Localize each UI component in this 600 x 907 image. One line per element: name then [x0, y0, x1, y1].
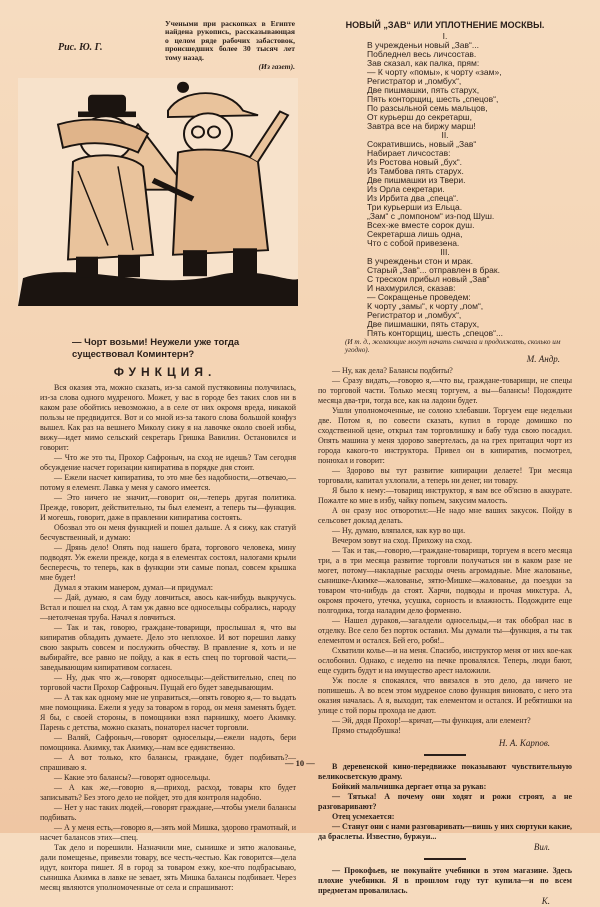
stanza-number: II. — [441, 130, 449, 140]
joke-1-author: Вил. — [533, 842, 550, 852]
story-paragraph: — Сразу видать,—говорю я,—что вы, граждане-товарищи, не спецы по торговой части. Только месяц торгуем, а вы—балансы! Подождите месяца два-три, тогда все, как на ладони будет. — [318, 376, 572, 405]
poem-line: Из Ростова новый „бух“. — [367, 157, 463, 167]
story-right-column — [318, 366, 572, 907]
poem-line: Две пишмашки из Твери. — [367, 175, 466, 185]
joke-2 — [318, 866, 572, 896]
story-paragraph: Ушли уполномоченные, не солоно хлебавши. Торгуем еще недельки две. Потом я, по совести сказать, купил в городе домишко по сходственной цене, открыл там торговлишку и бабу туда свою посадил. Опять машина у меня здорово завертелась, да на грех притащил чорт из города какого-то инструктора. Привел он в кипиратив, посмотрел, понюхал и говорит: — [318, 406, 572, 465]
poem-line: Регистратор и „помбух“, — [367, 76, 462, 86]
poem-author: М. Андр. — [526, 354, 560, 365]
story-paragraph: Я было к нему:—товарищ инструктор, я вам все об'ясню в аккурате. Пожалте ко мне в избу, чайку попьем, закусим малость. — [318, 486, 572, 505]
poem-line: — К чорту «помы», к чорту «зам», — [367, 67, 502, 77]
story-paragraph: — А у меня есть,—говорю я,—зять мой Мишка, здорово грамотный, и насчет балансов этих—спец. — [40, 823, 296, 842]
story-paragraph: — Ежели насчет кипиратива, то это мне без надобности,—отвечаю,—потому я елемент. Лавка у меня у самого имеется. — [40, 473, 296, 492]
poem-line: — Сокращенье проведем: — [367, 292, 471, 302]
poem-line: Две пишмашки, пять старух, — [367, 85, 480, 95]
story-paragraph: — Эй, дядя Прохор!—кричат,—ты функция, али елемент? — [332, 716, 531, 725]
news-note-source: (Из газет). — [258, 62, 295, 72]
joke-1-body — [318, 782, 572, 842]
story-paragraph: Так дело и порешили. Назначили мне, сынишке и зятю жалованье, дали помещенье, привезли товару, все честь-честью. Как говорится—дела идут, контора пишет. Я в город за товаром езжу, кое-что подбрасываю, сынишка Акимка в лавке не зевает, зять Мишка балансы подбивает. Через месяц являются уполномоченные от села и спрашивают: — [40, 843, 296, 892]
joke-2-text: — Прокофьев, не покупайте учебники в этом магазине. Здесь плохие учебники. Я в прошлом году тут купила—и по всем предметам провалилась. — [318, 866, 572, 895]
story-paragraph: — Ну, думаю, вляпался, как кур во щи. — [332, 526, 466, 535]
poem-footnote — [345, 338, 570, 365]
poem-line: Сократившись, новый „Зав“ — [367, 139, 477, 149]
story-paragraph: Уж после я спокаялся, что ввязался в это дело, да ничего не попишешь. А во всем этом мудреное слово функция виновато, с него эта оказия началась. А я, выходит, так елементом и остался. И ребятишки на улице с той поры прохода не дают. — [318, 676, 572, 715]
poem-line: В учрежденьи стон и мрак. — [367, 256, 473, 266]
joke-1-intro: В деревенской кино-передвижке показывают чувствительную великосветскую драму. — [318, 762, 572, 781]
poem-line: По разсыльной семь мальцов, — [367, 103, 488, 113]
story-paragraph: Обозвал это он меня функцией и пошел дальше. А я сижу, как статуй бесчувственный, и думаю: — [40, 523, 296, 542]
poem-line: Что с собой привезена. — [367, 238, 460, 248]
poem-line: Пять конторщиц, шесть „спецов“, — [367, 94, 499, 104]
story-paragraph: — Какие это балансы?—говорят односельцы. — [54, 773, 211, 782]
story-paragraph: — А как же,—говорю я,—приход, расход, товары кто будет записывать? Без этого дело не пойдет, это для контроля надобно. — [40, 783, 296, 802]
story-paragraph: Вечером зовут на сход. Прихожу на сход. — [332, 536, 472, 545]
story-paragraph: — Валяй, Сафроныч,—говорят односельцы,—ежели надоть, бери помощника. Акимку, так Акимку,—нам все единственно. — [40, 733, 296, 752]
story-paragraph: — Так и так,—говорю,—граждане-товарищи, торгуем я всего месяца три, а в три месяца развитие торговли получаться ни в каком разе не могет, потому—накладные расходы очень агромадные. Мне жалованье, сынишке-Акимке—жалованье, зятю-Мишке—жалованье, да поездки за товаром что-нибудь да стоят. Харчи, подводы и прочая микстура. А, окромя прочего, утечка, усушка, сорность и влажность. Подождите еще полгодика, тогда наладим дело форменно. — [318, 546, 572, 615]
story-paragraph: — А так как одному мне не управиться,—опять говорю я,— то выдать мне помощника. Ежели я уеду за товаром в город, он меня заменять будет. Я бы, с своей стороны, в помощники взял парнишку, моего Акимку. Парень с детства, можно сказать, понаторел насчет торговли. — [40, 693, 296, 732]
poem-line: Секретарша лишь одна, — [367, 229, 463, 239]
cartoon-news-note — [165, 20, 295, 71]
cartoon-caption: — Чорт возьми! Неужели уже тогда существовал Коминтерн? — [72, 337, 240, 360]
story-paragraph: Прямо стыдобушка! — [332, 726, 401, 735]
stanza-number: I. — [442, 31, 448, 41]
stanza-number: III. — [440, 247, 450, 257]
poem-line: В учрежденьи новый „Зав“... — [367, 40, 479, 50]
poem-line: „Зам“ с „помпоном“ из-под Шуш. — [367, 211, 495, 221]
divider — [424, 754, 466, 756]
joke-paragraph: — Станут они с нами разговаривать—вишь у них сюртуки какие, да браслеты. Известно, буржуи... — [318, 822, 572, 841]
story-paragraph: — Дай, думаю, я сам буду ловчиться, авось как-нибудь выкручусь. Встал и пошел на сход. А там уж давно все односельцы собрались, народу—нетолченая труба. Начал я ловчиться. — [40, 593, 296, 622]
divider — [424, 858, 466, 860]
poem-line: Из Орла секретари. — [367, 184, 445, 194]
poem-line: Завтра все на биржу марш! — [367, 121, 476, 131]
poem — [300, 20, 590, 338]
joke-paragraph: Отец усмехается: — [332, 812, 395, 821]
poem-line: Зав сказал, как палка, прям: — [367, 58, 480, 68]
cartoon-illustration — [18, 78, 298, 306]
story-title: ФУНКЦИЯ. — [113, 365, 217, 379]
poem-line: К чорту „замы“, к чорту „пом“, — [367, 301, 484, 311]
poem-title: НОВЫЙ „ЗАВ“ ИЛИ УПЛОТНЕНИЕ МОСКВЫ. — [345, 20, 545, 30]
story-paragraph: Вся оказия эта, можно сказать, из-за самой пустяковины получилась, из-за слова одного мудреного. Может, у вас в городе без таких слов ни в каком разе обойтись невозможно, а в селе от них окромя вреда, никакой пользы не предвидится. Вот и со мной из-за такого слова большой конфуз вышел. Как раз на вешнего Миколу сижу я на лавочке около своей избы, вижу—идет мимо сельский секретарь Гришка Вавилин. Остановился и говорит: — [40, 383, 296, 452]
poem-line: Две пишмашки, пять старух, — [367, 319, 480, 329]
story-paragraph: — Ну, как дела? Балансы подбиты? — [332, 366, 453, 375]
poem-line: И нахмурился, сказав: — [367, 283, 456, 293]
poem-line: Три курьерши из Ельца. — [367, 202, 463, 212]
page-number: — 10 — — [285, 758, 315, 768]
joke-1 — [318, 762, 572, 842]
poem-line: Побледнел весь личсостав. — [367, 49, 477, 59]
joke-paragraph: — Тятька! А почему они ходят и рожи строят, а не разговаривают? — [318, 792, 572, 811]
poem-line: Набирает личсостав: — [367, 148, 451, 158]
story-paragraph: — Ну, дык что ж,—говорят односельцы:—действительно, спец по торговой части Прохор Сафроныч. Пущай его будет заведывающим. — [40, 673, 296, 692]
poem-stanzas — [300, 32, 590, 338]
story-paragraph: — Это ничего не значит,—говорит он,—теперь другая политика. Прежде, говорит, действительно, ты был елемент, а теперь ты—функция. И могешь, говорит, даже в правлении кипиратива состоять. — [40, 493, 296, 522]
story-paragraph: Схватили колье—и на меня. Спасибо, инструктор меня от них кое-как ослобонил. Однако, с неделю на печке провалялся. Теперь, люди бают, еще судить будут и на имущество арест наложили. — [318, 646, 572, 675]
news-note-text: Учеными при раскопках в Египте найдена рукопись, рассказывающая о целом ряде рабочих забастовок, происшедших более 30 тысяч лет тому назад. — [165, 19, 295, 62]
joke-2-author: К. — [541, 896, 550, 906]
poem-line: Старый „Зав“... отправлен в брак. — [367, 265, 500, 275]
story-paragraph: — Нашел дураков,—загалдели односельцы,—и так обобрал нас в отделку. Все село без порток оставил. Мы думали ты—функция, а ты так елементом и остался. Бей его, робя!.. — [318, 616, 572, 645]
poem-line: Регистратор и „помбух“, — [367, 310, 462, 320]
illustration-credit: Рис. Ю. Г. — [58, 42, 103, 53]
story-left-column — [40, 383, 296, 893]
story-paragraph: — Что же это ты, Прохор Сафроныч, на сход не идешь? Там сегодня обсуждение насчет горизации кипиратива в порядке дня стоит. — [40, 453, 296, 472]
story-paragraph: — Нет у нас таких людей,—говорят граждане,—чтобы умели балансы подбивать. — [40, 803, 296, 822]
joke-paragraph: Бойкий мальчишка дергает отца за рукав: — [332, 782, 487, 791]
poem-note-text: (И т. д., желающие могут начать сначала и продолжать, сколько им угодно). — [345, 338, 561, 355]
story-paragraph: — Здорово вы тут развитие кипирации делаете! Три месяца торговали, капитал ухлопали, а теперь ни денег, ни товару. — [318, 466, 572, 485]
story-paragraph: Думал я этаким манером, думал—и придумал: — [54, 583, 213, 592]
poem-line: С треском прибыл новый „Зав“ — [367, 274, 490, 284]
story-paragraph: — Дрянь дело! Опять под нашего брата, торгового человека, мину подводят. Уж ежели прежде, когда я в елементах состоял, налогами крыли беспересчь, то теперь, как в функции эти самые попал, совсем крышка мне будет! — [40, 543, 296, 582]
story-paragraph: А он сразу нос отворотил:—Не надо мне ваших закусок. Пойду в сельсовет доклад делать. — [318, 506, 572, 525]
poem-line: Из Тамбова пять старух. — [367, 166, 464, 176]
story-continued — [318, 366, 572, 736]
poem-line: От курьерш до секретарш, — [367, 112, 472, 122]
poem-line: Всех-же вместе сорок душ. — [367, 220, 475, 230]
story-author: Н. А. Карпов. — [498, 738, 550, 748]
story-paragraph: — Так и так, говорю, граждане-товарищи, прослышал я, что вы кипиратив обладить думаете. Дело это неплохое. И вот порешил лавку свою закрыть совсем и послужить обчеству. В правление я, хоть и не выбирайте, все равно не пойду, а как я есть спец по торговой части,—заведывающим кипиративом согласен. — [40, 623, 296, 672]
poem-line: Из Ирбита два „спеца“. — [367, 193, 459, 203]
story-paragraph: — А вот только, кто балансы, граждане, будет подбивать?—спрашиваю я. — [40, 753, 296, 772]
poem-line: Пять конторщиц, шесть „спецов“... — [367, 328, 504, 338]
